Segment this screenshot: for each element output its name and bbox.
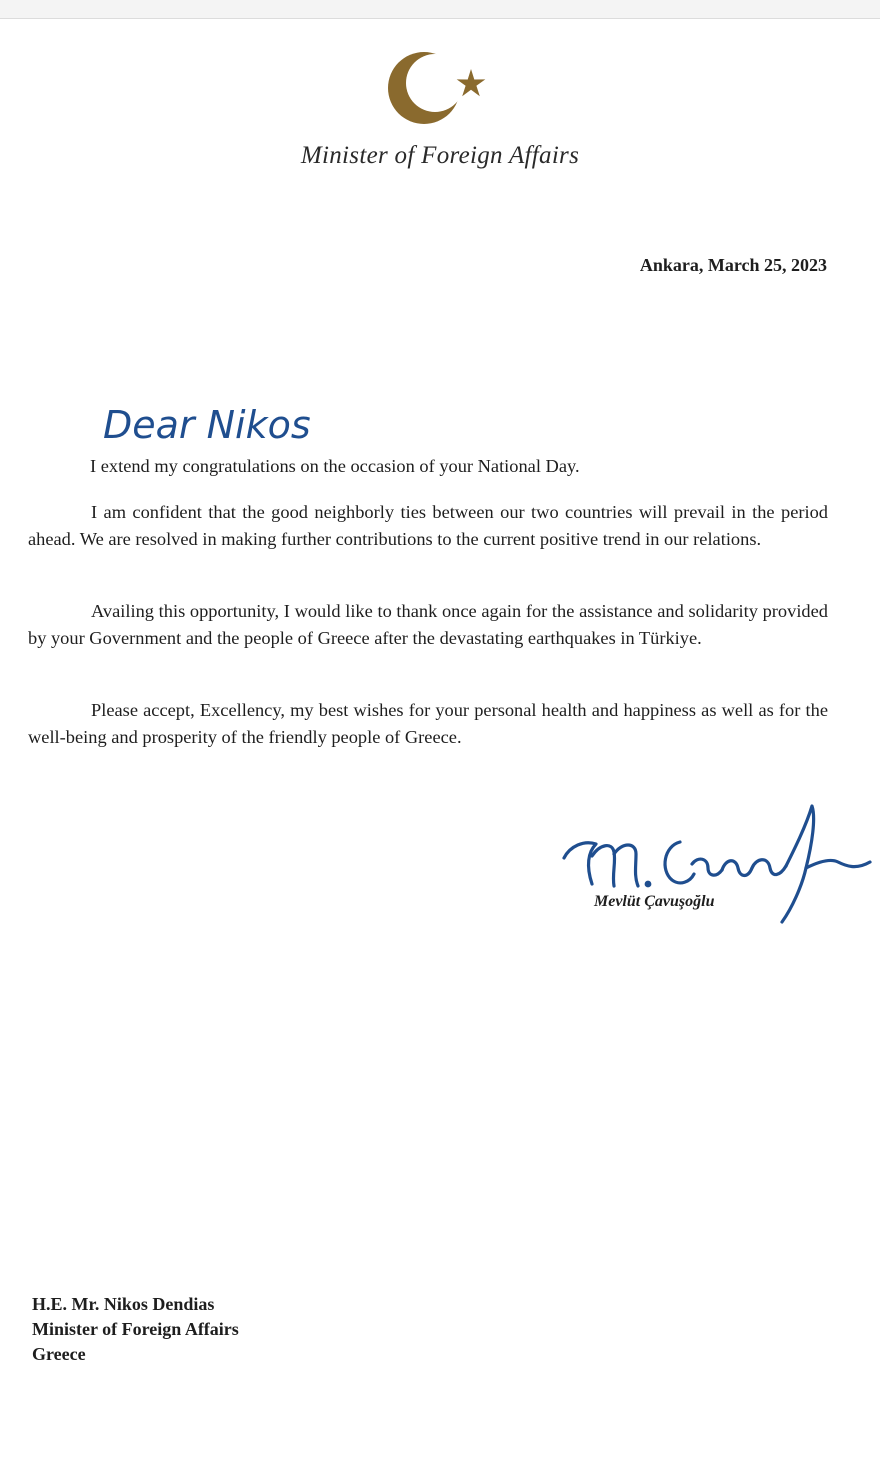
handwritten-salutation	[103, 392, 333, 454]
paragraph-4	[28, 697, 828, 751]
addressee-title: Minister of Foreign Affairs	[32, 1319, 239, 1339]
paragraph-2-text: I am confident that the good neighborly ties between our two countries will prevail in the period ahead. We are resolved in making further contributions to the current positive trend in our relations.	[28, 502, 828, 549]
paragraph-3-text: Availing this opportunity, I would like to thank once again for the assistance and solidarity provided by your Government and the people of Greece after the devastating earthquakes in Türkiye.	[28, 601, 828, 648]
paragraph-3	[28, 598, 828, 652]
crescent-star-icon	[385, 48, 489, 128]
paragraph-2	[28, 499, 828, 553]
paragraph-1: I extend my congratulations on the occasion of your National Day.	[90, 456, 580, 476]
top-strip	[0, 0, 880, 19]
salutation-text: Dear Nikos	[103, 403, 311, 447]
addressee-country: Greece	[32, 1344, 86, 1364]
addressee-block	[32, 1292, 239, 1367]
date-line: Ankara, March 25, 2023	[639, 255, 827, 275]
addressee-name: H.E. Mr. Nikos Dendias	[32, 1294, 215, 1314]
signer-name: Mevlüt Çavuşoğlu	[594, 893, 715, 910]
paragraph-4-text: Please accept, Excellency, my best wishes for your personal health and happiness as well as for the well-being and prosperity of the friendly people of Greece.	[28, 700, 828, 747]
letterhead-title: Minister of Foreign Affairs	[300, 142, 580, 169]
